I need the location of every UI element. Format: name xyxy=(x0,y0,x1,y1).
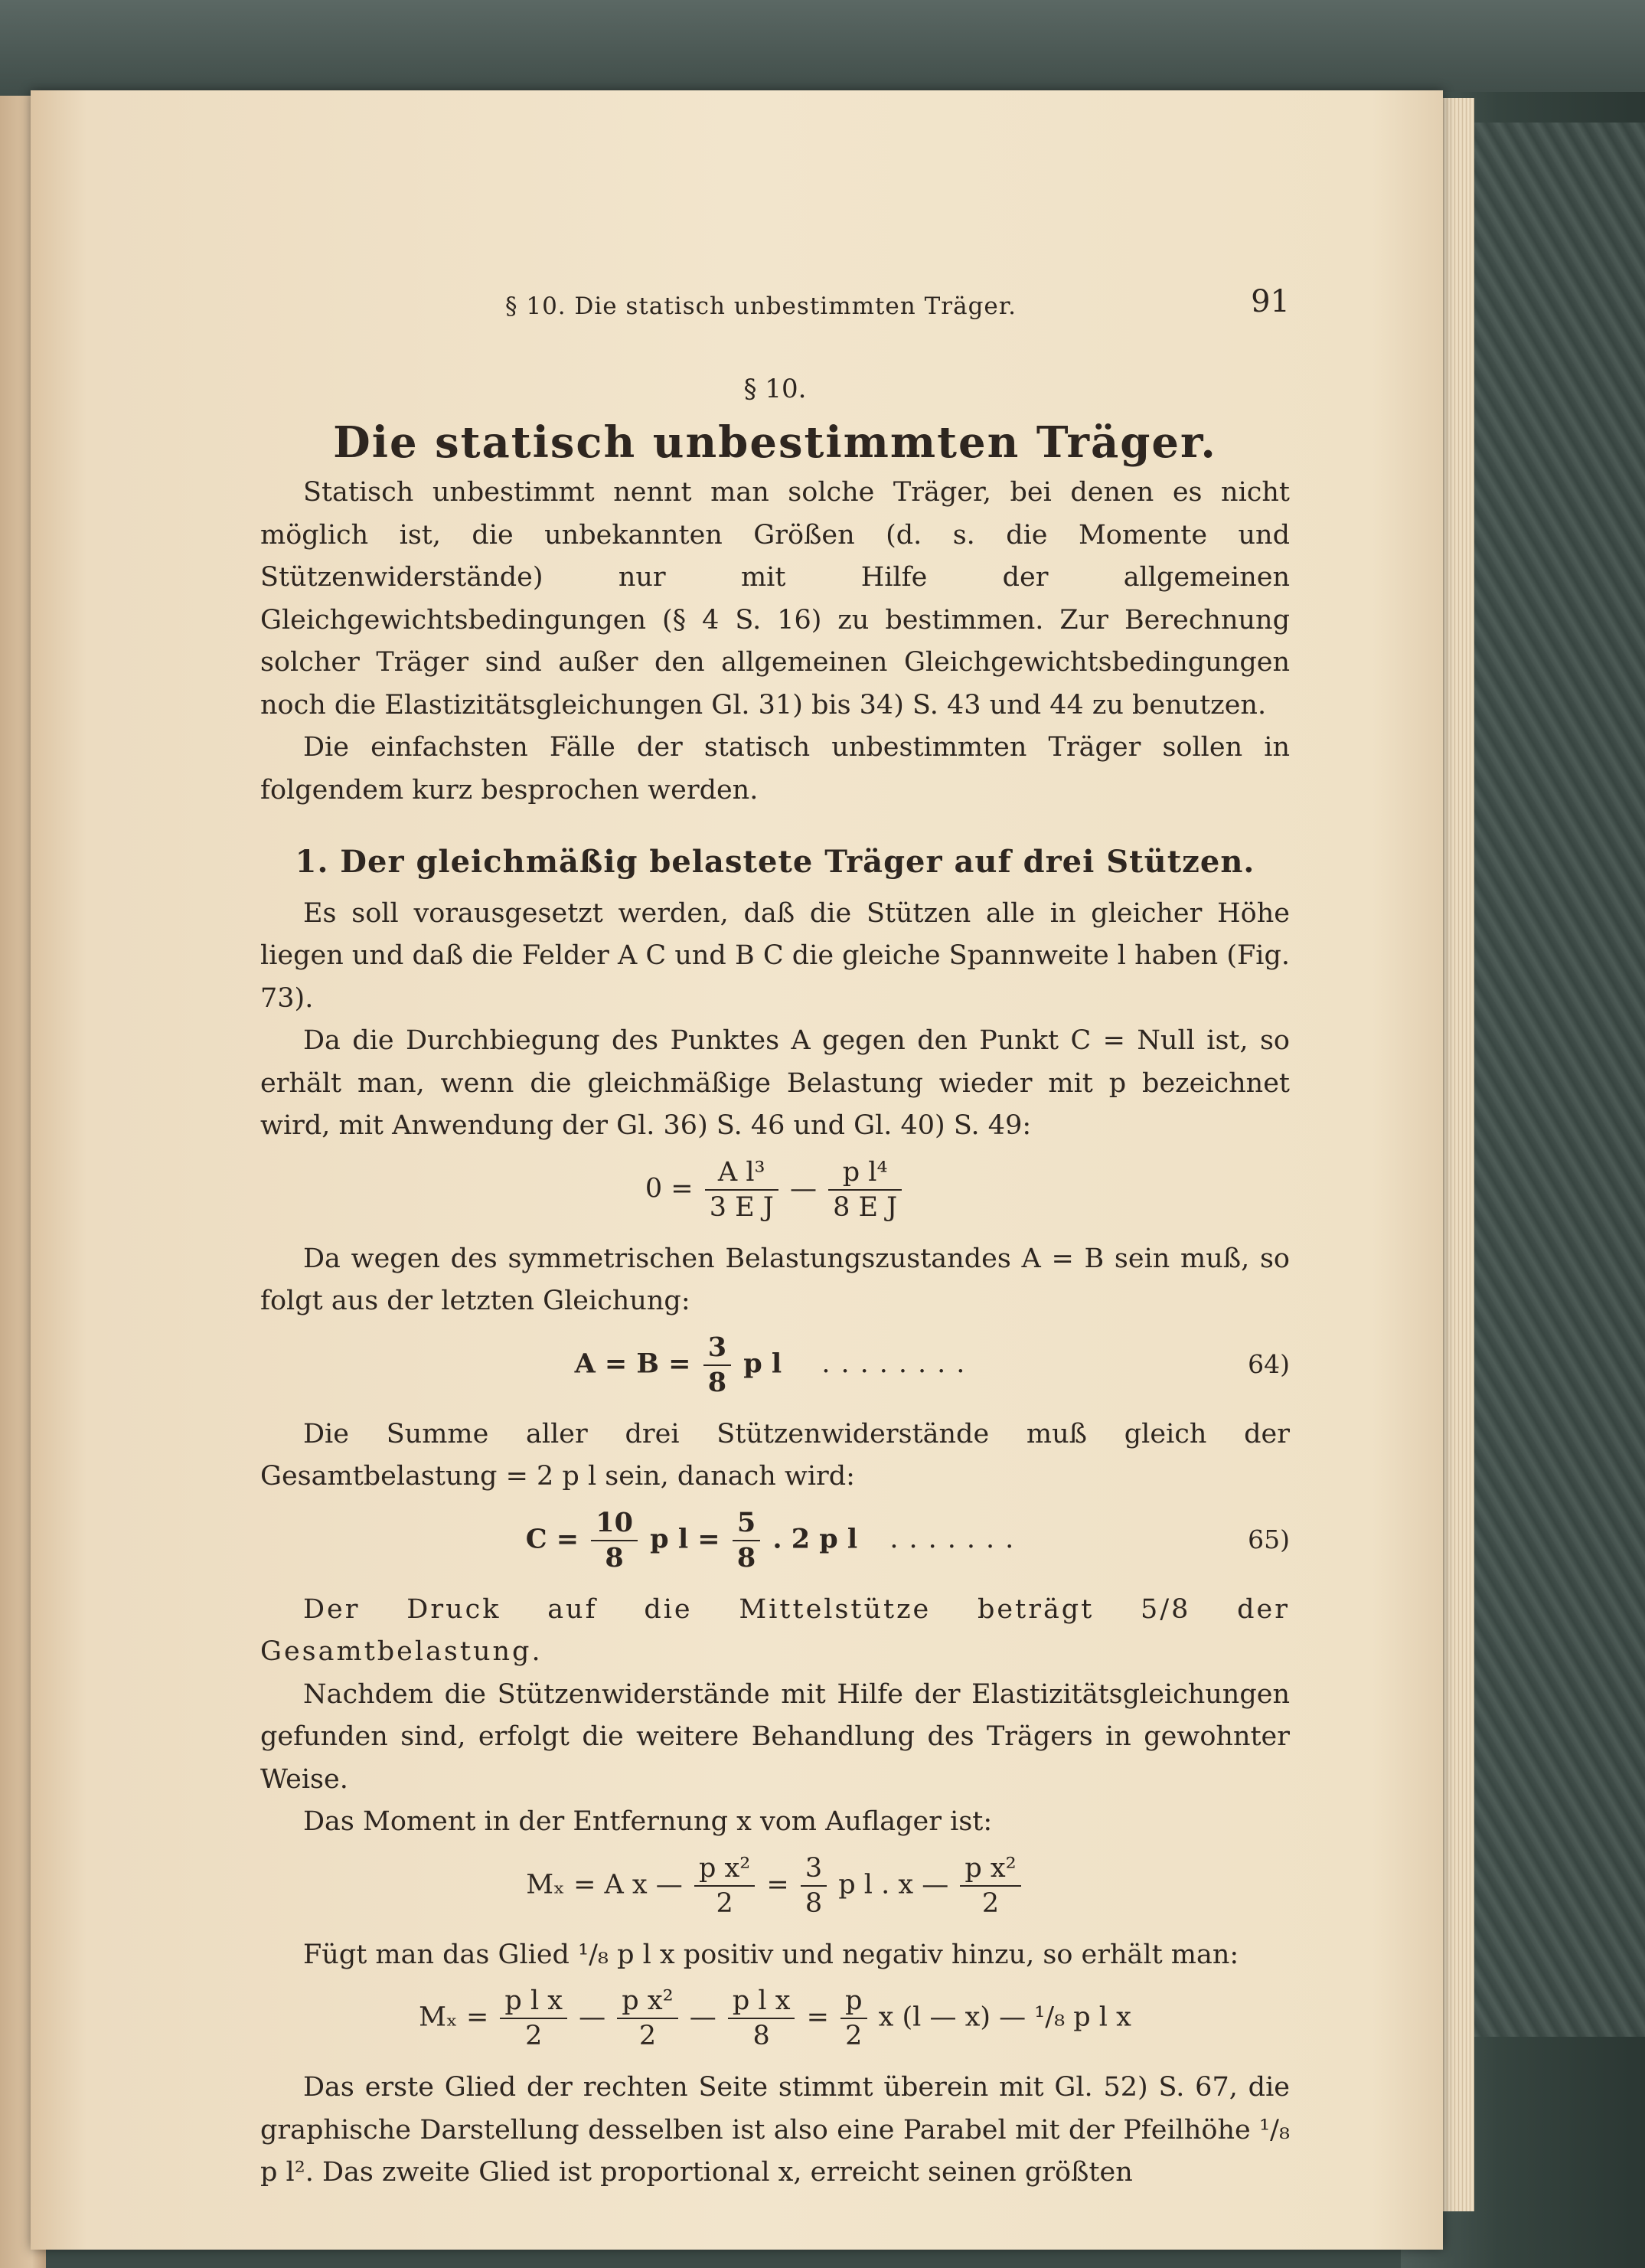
eq3-f1-numerator: 10 xyxy=(591,1506,638,1541)
page-content xyxy=(260,286,1290,2194)
section-mark: § 10. xyxy=(743,374,807,404)
eq5-equals: = xyxy=(806,2002,829,2033)
running-header xyxy=(260,286,1290,332)
equation-moment-expanded xyxy=(260,1976,1290,2067)
eq3-lhs: C = xyxy=(525,1523,579,1554)
eq1-f1-denominator: 3 E J xyxy=(709,1191,774,1223)
paragraph-moment-intro: Das Moment in der Entfernung x vom Auflager ist: xyxy=(303,1806,993,1837)
paragraph-add-term: Fügt man das Glied ¹/₈ p l x positiv und negativ hinzu, so erhält man: xyxy=(303,1939,1239,1970)
eq3-f2-numerator: 5 xyxy=(733,1506,760,1541)
eq1-fraction-1 xyxy=(705,1155,778,1224)
section-title: Die statisch unbestimmten Träger. xyxy=(333,417,1217,468)
paragraph-deflection: Da die Durchbiegung des Punktes A gegen den Punkt C = Null ist, so erhält man, wenn die gleichmäßige Belastung wieder mit p bezeichnet wird, mit Anwendung der Gl. 36) S. 46 und Gl. 40) S. 49: xyxy=(260,1025,1290,1141)
book-cover-top xyxy=(0,0,1645,98)
paragraph-parabola: Das erste Glied der rechten Seite stimmt überein mit Gl. 52) S. 67, die graphische Darstellung desselben ist also eine Parabel mit der Pfeilhöhe ¹/₈ p l². Das zweite Glied ist proportional x, erreicht seinen größten xyxy=(260,2072,1290,2188)
marbled-board xyxy=(1470,123,1645,2037)
eq5-fraction-1 xyxy=(500,1984,567,2053)
eq3-fraction-1 xyxy=(591,1506,638,1575)
eq4-lhs: Mₓ = A x — xyxy=(526,1869,683,1900)
eq4-fraction-1 xyxy=(694,1851,755,1920)
page-number: 91 xyxy=(1251,284,1290,319)
eq3-rhs: . 2 p l xyxy=(772,1523,858,1554)
eq4-f1-denominator: 2 xyxy=(716,1887,733,1919)
eq3-fraction-2 xyxy=(733,1506,760,1575)
eq5-minus-1: — xyxy=(579,2002,606,2033)
eq4-middle: p l . x — xyxy=(838,1869,949,1900)
eq5-fraction-4 xyxy=(840,1984,867,2053)
paragraph-assumption: Es soll vorausgesetzt werden, daß die Stützen alle in gleicher Höhe liegen und daß die Felder A C und B C die gleiche Spannweite l haben (Fig. 73). xyxy=(260,897,1290,1014)
eq1-minus: — xyxy=(789,1173,817,1204)
eq2-dots: ........ xyxy=(821,1348,976,1379)
eq5-f1-denominator: 2 xyxy=(525,2021,543,2051)
book-page xyxy=(31,90,1443,2250)
equation-moment xyxy=(260,1844,1290,1934)
eq5-rhs: x (l — x) — ¹/₈ p l x xyxy=(878,2002,1131,2033)
eq1-f2-denominator: 8 E J xyxy=(833,1191,898,1223)
eq4-f2-numerator: 3 xyxy=(801,1851,827,1887)
eq5-f2-denominator: 2 xyxy=(638,2021,657,2051)
eq4-f3-denominator: 2 xyxy=(981,1887,1000,1919)
paragraph-pressure: Der Druck auf die Mittelstütze beträgt 5/8 der Gesamtbelastung. xyxy=(260,1593,1290,1667)
paragraph-symmetry: Da wegen des symmetrischen Belastungszustandes A = B sein muß, so folgt aus der letzten Gleichung: xyxy=(260,1243,1290,1316)
equation-64 xyxy=(260,1323,1290,1413)
equation-number-64: 64) xyxy=(1248,1348,1290,1379)
eq3-f2-denominator: 8 xyxy=(736,1541,756,1574)
paragraph-sum: Die Summe aller drei Stützenwiderstände muß gleich der Gesamtbelastung = 2 p l sein, danach wird: xyxy=(260,1418,1290,1492)
eq4-f3-numerator: p x² xyxy=(960,1851,1020,1887)
eq5-f3-denominator: 8 xyxy=(752,2021,770,2051)
eq5-f2-numerator: p x² xyxy=(617,1984,677,2019)
paragraph-treatment: Nachdem die Stützenwiderstände mit Hilfe der Elastizitätsgleichungen gefunden sind, erfolgt die weitere Behandlung des Trägers in gewohnter Weise. xyxy=(260,1678,1290,1795)
equation-65 xyxy=(260,1498,1290,1589)
eq5-minus-2: — xyxy=(689,2002,716,2033)
eq5-lhs: Mₓ = xyxy=(419,2002,489,2033)
eq4-fraction-2 xyxy=(801,1851,827,1920)
eq4-f1-numerator: p x² xyxy=(694,1851,755,1887)
eq1-fraction-2 xyxy=(828,1155,902,1224)
intro-paragraph-1: Statisch unbestimmt nennt man solche Träger, bei denen es nicht möglich ist, die unbekannten Größen (d. s. die Momente und Stützenwiderstände) nur mit Hilfe der allgemeinen Gleichgewichtsbedingungen (§ 4 S. 16) zu bestimmen. Zur Berechnung solcher Träger sind außer den allgemeinen Gleichgewichtsbedingungen noch die Elastizitätsgleichungen Gl. 31) bis 34) S. 43 und 44 zu benutzen. xyxy=(260,477,1290,721)
eq5-f3-numerator: p l x xyxy=(728,1984,795,2019)
intro-paragraph-2: Die einfachsten Fälle der statisch unbestimmten Träger sollen in folgendem kurz besprochen werden. xyxy=(260,732,1290,806)
eq2-numerator: 3 xyxy=(703,1331,731,1366)
eq2-fraction xyxy=(703,1331,731,1400)
subsection-heading: 1. Der gleichmäßig belastete Träger auf drei Stützen. xyxy=(295,844,1255,880)
eq1-lhs: 0 = xyxy=(645,1173,694,1204)
eq5-fraction-2 xyxy=(617,1984,677,2053)
eq5-f1-numerator: p l x xyxy=(500,1984,567,2019)
equation-deflection xyxy=(260,1148,1290,1238)
eq4-equals: = xyxy=(766,1869,789,1900)
eq1-f1-numerator: A l³ xyxy=(705,1155,778,1191)
running-title: § 10. Die statisch unbestimmten Träger. xyxy=(505,292,1017,320)
eq5-fraction-3 xyxy=(728,1984,795,2053)
eq4-fraction-3 xyxy=(960,1851,1020,1920)
eq1-f2-numerator: p l⁴ xyxy=(828,1155,902,1191)
eq4-f2-denominator: 8 xyxy=(805,1887,823,1919)
eq2-denominator: 8 xyxy=(707,1366,727,1398)
eq2-rhs: p l xyxy=(743,1348,782,1379)
eq3-middle: p l = xyxy=(650,1523,720,1554)
eq3-dots: ....... xyxy=(889,1524,1025,1554)
eq2-lhs: A = B = xyxy=(574,1348,691,1379)
equation-number-65: 65) xyxy=(1248,1524,1290,1554)
eq3-f1-denominator: 8 xyxy=(605,1541,624,1574)
eq5-f4-numerator: p xyxy=(840,1984,867,2019)
eq5-f4-denominator: 2 xyxy=(845,2021,863,2051)
